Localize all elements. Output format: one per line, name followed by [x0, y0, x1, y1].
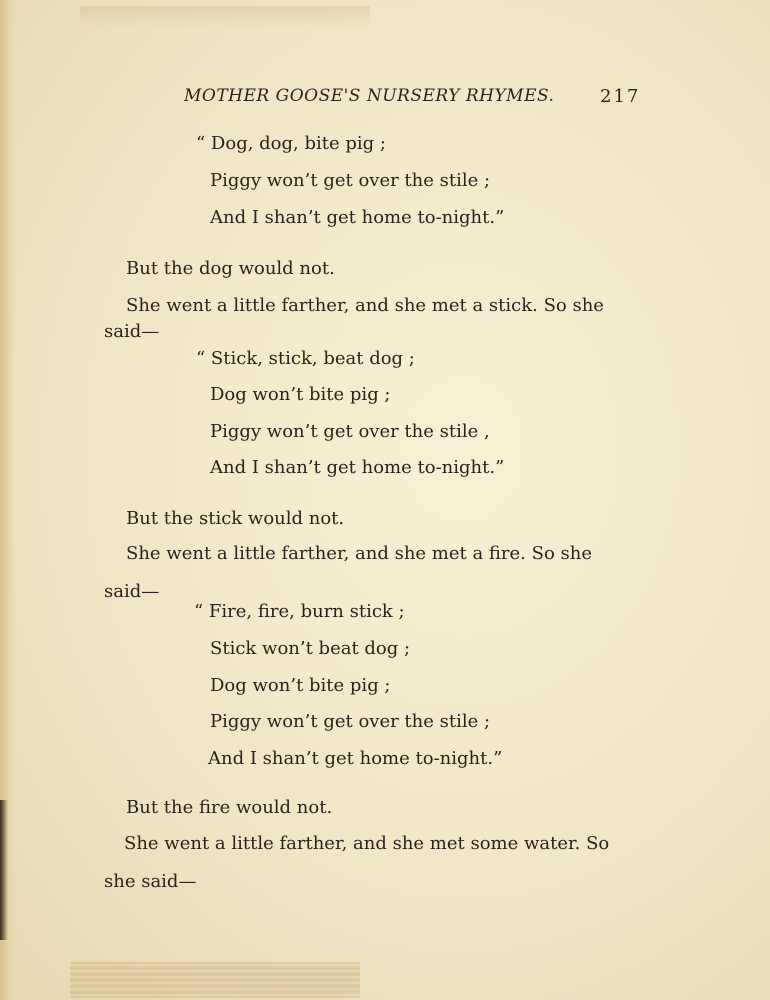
- prose-line: said—: [104, 321, 160, 342]
- verse-line: Piggy won’t get over the stile ;: [210, 711, 491, 732]
- prose-line: But the fire would not.: [126, 797, 333, 818]
- verse-line: Dog won’t bite pig ;: [210, 384, 391, 405]
- verse-line: Piggy won’t get over the stile ,: [210, 421, 490, 442]
- paper-stain-top: [80, 6, 370, 28]
- verse-line: And I shan’t get home to-night.”: [208, 748, 503, 769]
- binding-edge: [0, 800, 8, 940]
- verse-line: Piggy won’t get over the stile ;: [210, 170, 491, 191]
- verse-line: Stick won’t beat dog ;: [210, 638, 411, 659]
- verse-line: “ Fire, fire, burn stick ;: [194, 601, 405, 622]
- prose-line: she said—: [104, 871, 197, 892]
- prose-line: She went a little farther, and she met a fire. So she: [126, 543, 592, 564]
- prose-line: said—: [104, 581, 160, 602]
- verse-line: And I shan’t get home to-night.”: [210, 207, 505, 228]
- paper-stain-bottom: [70, 962, 360, 998]
- prose-line: But the dog would not.: [126, 258, 335, 279]
- verse-line: And I shan’t get home to-night.”: [210, 457, 505, 478]
- prose-line: She went a little farther, and she met some water. So: [124, 833, 610, 854]
- page-number: 217: [600, 86, 641, 107]
- prose-line: But the stick would not.: [126, 508, 345, 529]
- running-title: MOTHER GOOSE'S NURSERY RHYMES.: [184, 86, 555, 106]
- verse-line: “ Stick, stick, beat dog ;: [196, 348, 415, 369]
- prose-line: She went a little farther, and she met a stick. So she: [126, 295, 604, 316]
- verse-line: Dog won’t bite pig ;: [210, 675, 391, 696]
- verse-line: “ Dog, dog, bite pig ;: [196, 133, 386, 154]
